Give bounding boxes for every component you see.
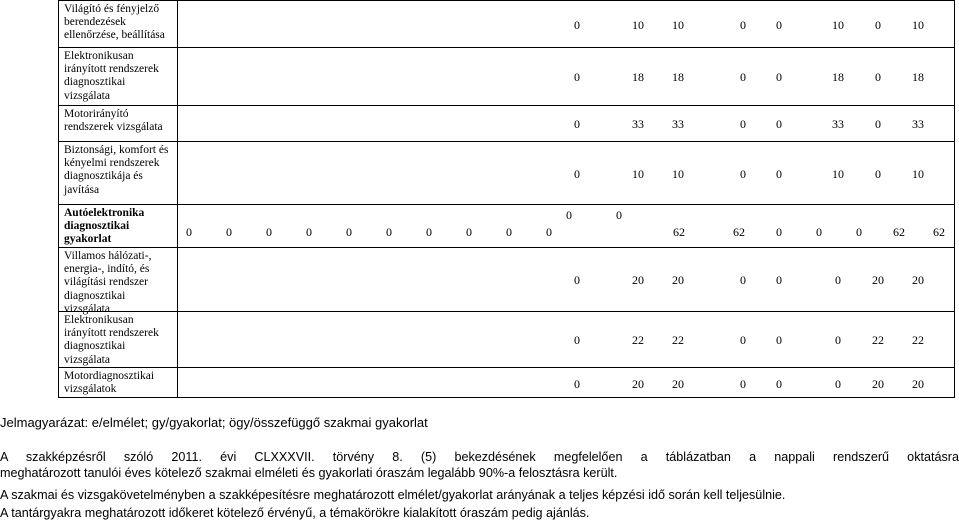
- footnote-line-1: A szakképzésről szóló 2011. évi CLXXXVII. törvény 8. (5) bekezdésének megfelelően a táblázatban a nappali rendszerű oktatásra: [0, 450, 959, 464]
- hours-cell: 10: [672, 167, 684, 181]
- hours-cell: 33: [832, 117, 844, 131]
- subject-name: Autóelektronika diagnosztikai gyakorlat: [64, 207, 145, 246]
- hours-cell: 0: [574, 333, 580, 347]
- table-row: [59, 368, 954, 399]
- hours-cell: 0: [740, 117, 746, 131]
- hours-cell: 10: [832, 18, 844, 32]
- hours-cell: 10: [832, 167, 844, 181]
- subject-name: Világító és fényjelző berendezések ellenőrzése, beállítása: [64, 3, 165, 42]
- hours-cell: 0: [226, 225, 232, 239]
- hours-cell: 0: [740, 273, 746, 287]
- table-row: [59, 205, 954, 248]
- hours-cell: 0: [776, 273, 782, 287]
- hours-cell: 0: [740, 18, 746, 32]
- footnote-line-4: A tantárgyakra meghatározott időkeret kötelező érvényű, a témakörökre kialakított óraszám pedig ajánlás.: [0, 506, 590, 520]
- hours-cell: 20: [872, 273, 884, 287]
- hours-cell: 0: [875, 167, 881, 181]
- hours-cell: 20: [632, 377, 644, 391]
- hours-cell: 18: [912, 70, 924, 84]
- hours-cell: 0: [835, 273, 841, 287]
- hours-cell: 33: [912, 117, 924, 131]
- hours-cell: 0: [574, 18, 580, 32]
- hours-cell: 0: [875, 18, 881, 32]
- hours-cell: 62: [733, 225, 745, 239]
- hours-cell: 0: [740, 377, 746, 391]
- table-row: [59, 1, 954, 48]
- subject-name: Motorirányító rendszerek vizsgálata: [64, 108, 163, 134]
- hours-cell: 0: [546, 225, 552, 239]
- hours-cell: 20: [872, 377, 884, 391]
- subject-name: Villamos hálózati-, energia-, indító, és világítási rendszer diagnosztikai vizsgálata: [64, 250, 152, 315]
- hours-cell: 0: [776, 117, 782, 131]
- hours-cell: 0: [835, 377, 841, 391]
- hours-cell: 33: [672, 117, 684, 131]
- hours-cell: 0: [875, 117, 881, 131]
- hours-cell: 20: [632, 273, 644, 287]
- hours-cell: 0: [875, 70, 881, 84]
- hours-cell: 0: [306, 225, 312, 239]
- hours-cell: 0: [266, 225, 272, 239]
- subject-name: Elektronikusan irányított rendszerek diagnosztikai vizsgálata: [64, 314, 159, 366]
- hours-cell: 10: [632, 18, 644, 32]
- hours-cell: 0: [466, 225, 472, 239]
- hours-cell: 0: [740, 333, 746, 347]
- hours-cell: 20: [672, 273, 684, 287]
- hours-cell: 0: [574, 117, 580, 131]
- hours-cell: 10: [632, 167, 644, 181]
- subject-name: Motordiagnosztikai vizsgálatok: [64, 370, 155, 396]
- hours-cell: 22: [672, 333, 684, 347]
- footnote-line-2: meghatározott tanulói éves kötelező szakmai elméleti és gyakorlati óraszám legalább 90%-a felosztásra került.: [0, 466, 618, 480]
- table-row: [59, 248, 954, 315]
- hours-cell: 18: [672, 70, 684, 84]
- subject-name: Biztonsági, komfort és kényelmi rendszerek diagnosztikája és javítása: [64, 144, 169, 196]
- hours-cell: 0: [574, 167, 580, 181]
- hours-cell: 0: [835, 333, 841, 347]
- hours-cell: 0: [776, 333, 782, 347]
- hours-cell: 0: [776, 70, 782, 84]
- hours-cell: 0: [816, 225, 822, 239]
- table-row: [59, 142, 954, 205]
- hours-cell: 0: [566, 208, 572, 222]
- hours-cell: 10: [912, 18, 924, 32]
- hours-cell: 0: [346, 225, 352, 239]
- table-row: [59, 48, 954, 106]
- hours-cell: 0: [574, 70, 580, 84]
- hours-cell: 20: [672, 377, 684, 391]
- legend-text: Jelmagyarázat: e/elmélet; gy/gyakorlat; ögy/összefüggő szakmai gyakorlat: [0, 415, 428, 430]
- hours-cell: 0: [186, 225, 192, 239]
- hours-cell: 0: [616, 208, 622, 222]
- hours-cell: 0: [386, 225, 392, 239]
- hours-cell: 18: [832, 70, 844, 84]
- hours-cell: 22: [912, 333, 924, 347]
- hours-cell: 18: [632, 70, 644, 84]
- hours-cell: 22: [632, 333, 644, 347]
- hours-cell: 0: [856, 225, 862, 239]
- hours-cell: 0: [506, 225, 512, 239]
- hours-cell: 20: [912, 377, 924, 391]
- hours-cell: 20: [912, 273, 924, 287]
- table-row: [59, 106, 954, 142]
- hours-cell: 62: [893, 225, 905, 239]
- hours-cell: 0: [776, 167, 782, 181]
- hours-cell: 33: [632, 117, 644, 131]
- hours-cell: 62: [933, 225, 945, 239]
- footnote-line-3: A szakmai és vizsgakövetelményben a szakképesítésre meghatározott elmélet/gyakorlat arányának a teljes képzési idő során kell teljesülnie.: [0, 488, 786, 502]
- hours-table: [58, 0, 955, 398]
- subject-name: Elektronikusan irányított rendszerek diagnosztikai vizsgálata: [64, 50, 159, 102]
- hours-cell: 0: [776, 18, 782, 32]
- hours-cell: 22: [872, 333, 884, 347]
- hours-cell: 0: [740, 70, 746, 84]
- hours-cell: 0: [426, 225, 432, 239]
- hours-cell: 10: [912, 167, 924, 181]
- hours-cell: 0: [574, 273, 580, 287]
- hours-cell: 0: [740, 167, 746, 181]
- hours-cell: 62: [673, 225, 685, 239]
- hours-cell: 0: [776, 377, 782, 391]
- hours-cell: 0: [776, 225, 782, 239]
- table-row: [59, 312, 954, 368]
- hours-cell: 0: [574, 377, 580, 391]
- hours-cell: 10: [672, 18, 684, 32]
